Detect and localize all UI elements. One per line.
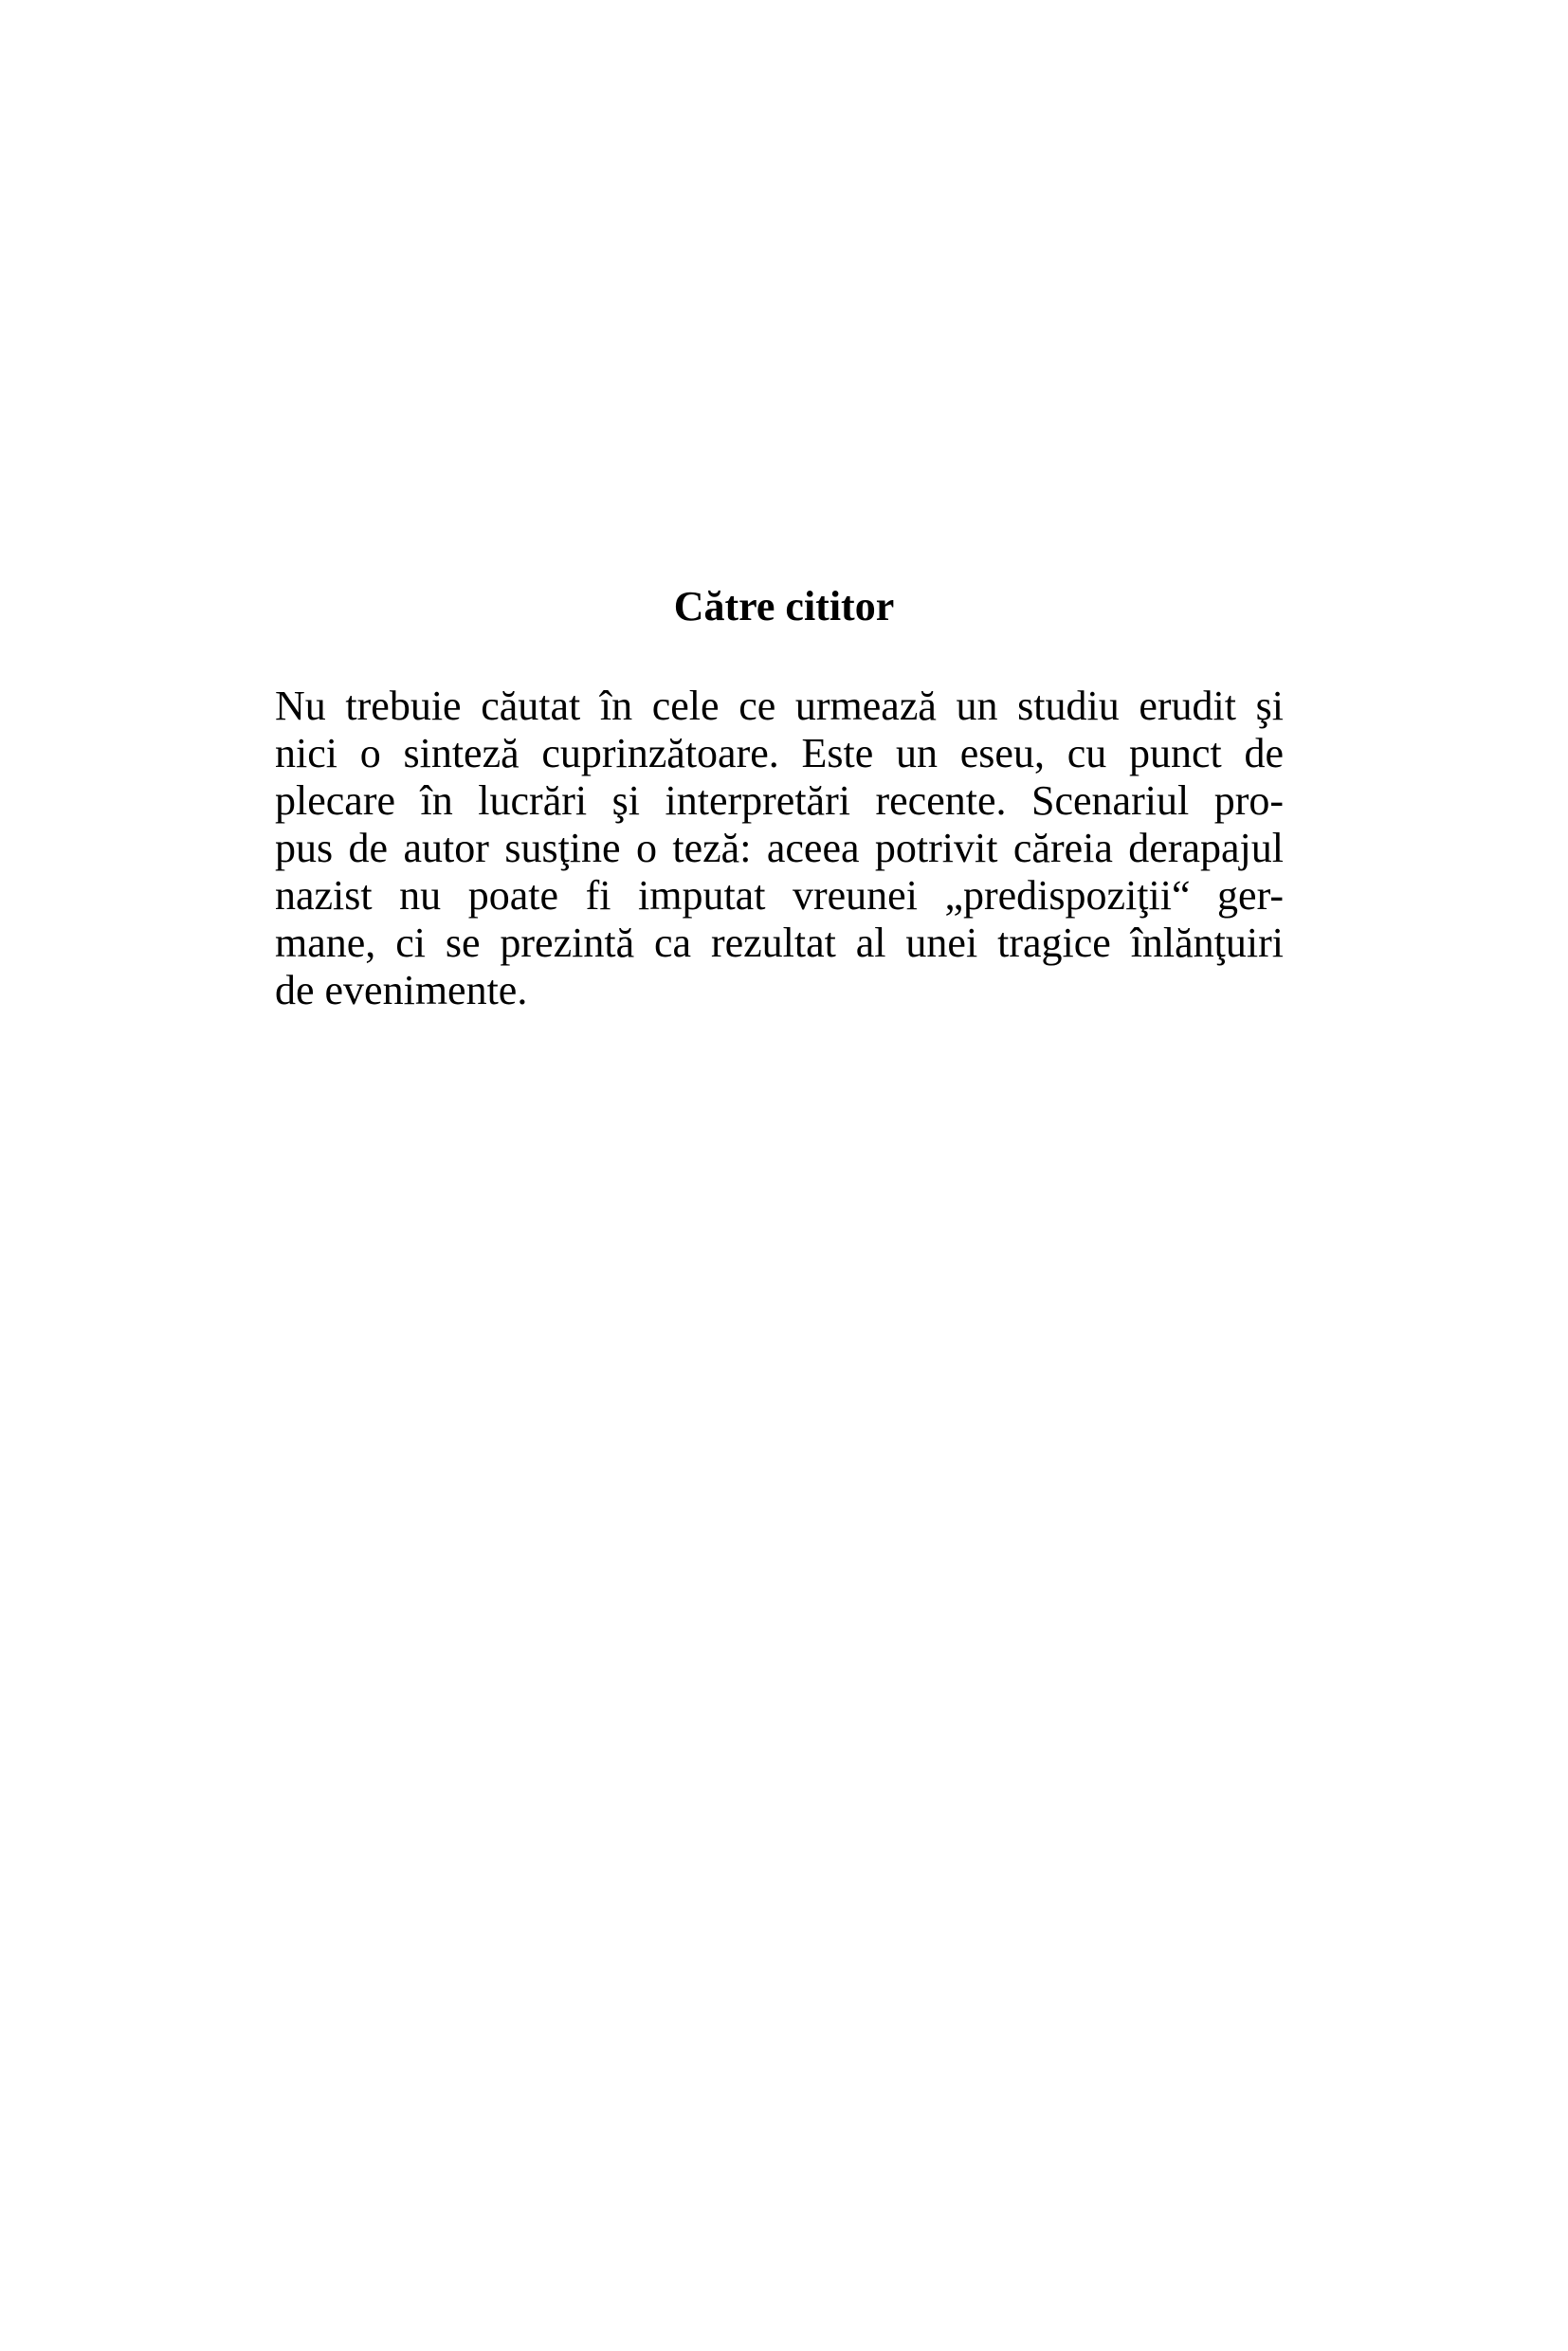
paragraph-line: de evenimente. (275, 967, 528, 1013)
page-title: Către cititor (673, 583, 895, 629)
paragraph-line: nici o sinteză cuprinzătoare. Este un eseu, cu punct de (275, 730, 1284, 776)
paragraph-line: pus de autor susţine o teză: aceea potrivit căreia derapajul (275, 825, 1284, 871)
paragraph-line: Nu trebuie căutat în cele ce urmează un studiu erudit şi (275, 683, 1284, 729)
paragraph-line: mane, ci se prezintă ca rezultat al unei tragice înlănţuiri (275, 920, 1284, 966)
paragraph-line: nazist nu poate fi imputat vreunei „predispoziţii“ ger- (275, 872, 1284, 919)
body-paragraph (275, 683, 1284, 1014)
paragraph-line: plecare în lucrări şi interpretări recente. Scenariul pro- (275, 777, 1284, 824)
